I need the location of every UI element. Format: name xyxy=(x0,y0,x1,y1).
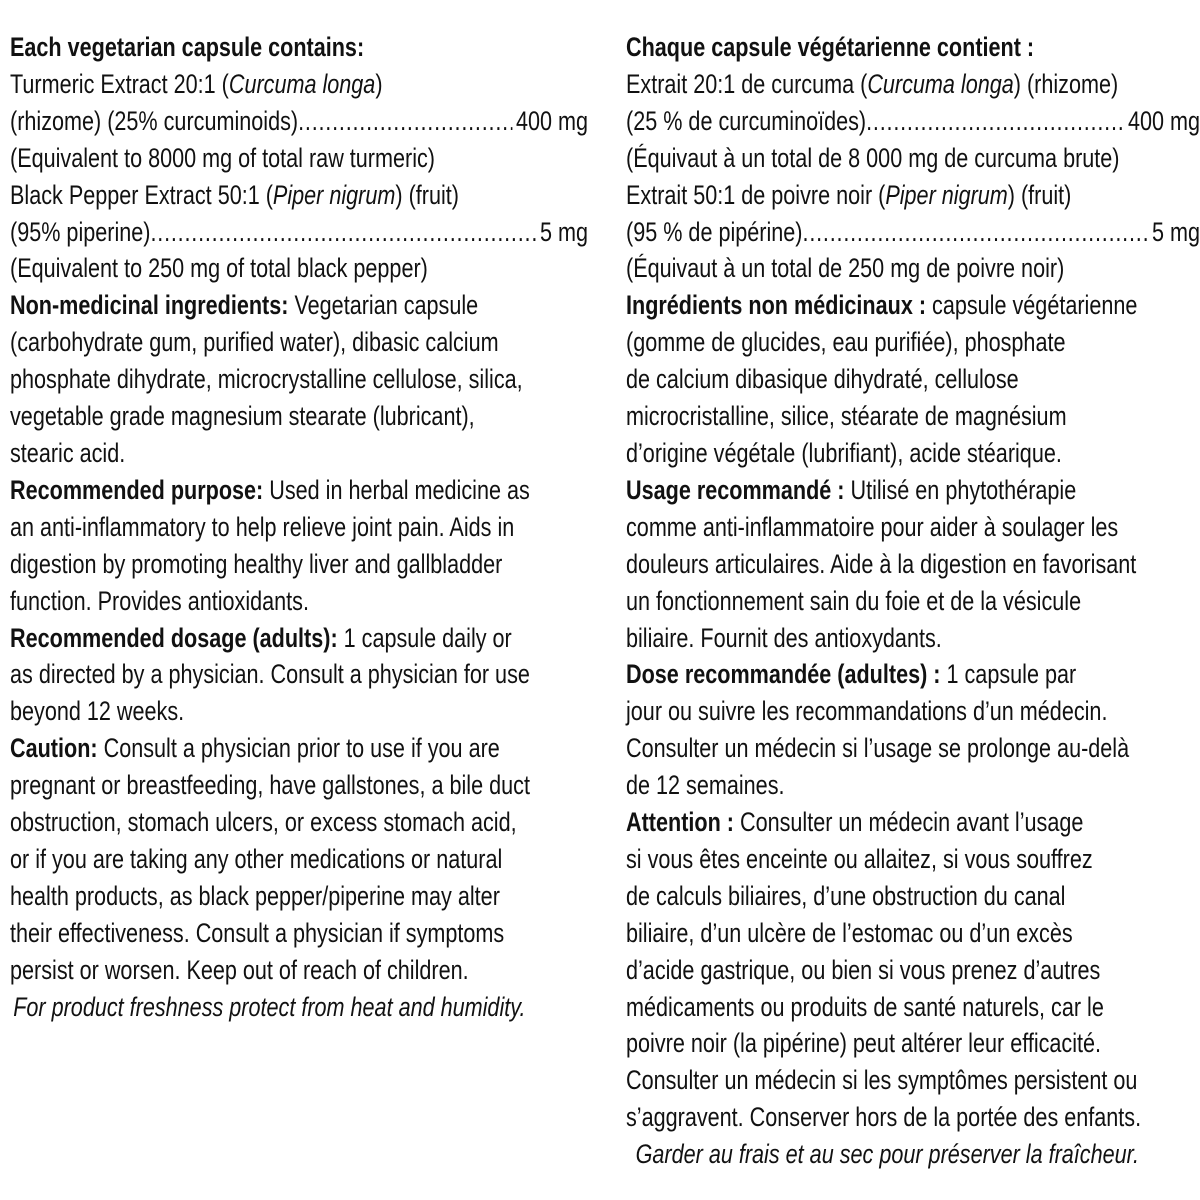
purpose-text: un fonctionnement sain du foie et de la vésicule xyxy=(626,585,1082,616)
turmeric-equivalent: (Equivalent to 8000 mg of total raw turmeric) xyxy=(10,142,435,173)
pepper-equivalent: (Équivaut à un total de 250 mg de poivre noir) xyxy=(626,253,1065,284)
caution-label: Attention : xyxy=(626,807,734,838)
caution-text: their effectiveness. Consult a physician if symptoms xyxy=(10,917,505,948)
dot-leader xyxy=(866,103,1125,140)
contains-heading: Chaque capsule végétarienne contient : xyxy=(626,32,1035,62)
text-line: capsule végétarienne xyxy=(926,290,1138,321)
purpose-line xyxy=(10,472,588,509)
turmeric-ingredient-line xyxy=(10,66,588,103)
pepper-ingredient-line xyxy=(626,177,1200,214)
dot-leader xyxy=(298,103,513,140)
pepper-amount-row xyxy=(626,214,1200,251)
caution-text: poivre noir (la pipérine) peut altérer leur efficacité. xyxy=(626,1028,1102,1059)
purpose-text: digestion by promoting healthy liver and gallbladder xyxy=(10,548,503,579)
pepper-name-close: ) (fruit) xyxy=(1007,179,1072,210)
non-medicinal-line xyxy=(10,287,588,324)
dosage-text: jour ou suivre les recommandations d’un médecin. xyxy=(626,696,1108,727)
turmeric-amount-row xyxy=(10,103,588,140)
turmeric-standardization: (rhizome) (25% curcuminoids) xyxy=(10,105,299,136)
text-line: 1 capsule par xyxy=(940,659,1077,690)
caution-label: Caution: xyxy=(10,733,98,764)
turmeric-name: Turmeric Extract 20:1 ( xyxy=(10,68,229,99)
dosage-label: Recommended dosage (adults): xyxy=(10,622,338,653)
pepper-standardization: (95 % de pipérine) xyxy=(626,216,803,247)
purpose-text: function. Provides antioxidants. xyxy=(10,585,309,616)
pepper-name: Black Pepper Extract 50:1 ( xyxy=(10,179,273,210)
dot-leader xyxy=(150,214,536,251)
caution-text: biliaire, d’un ulcère de l’estomac ou d’un excès xyxy=(626,917,1073,948)
pepper-standardization: (95% piperine) xyxy=(10,216,151,247)
english-label-column xyxy=(10,29,588,1025)
pepper-name-close: ) (fruit) xyxy=(395,179,459,210)
non-medicinal-text: phosphate dihydrate, microcrystalline cellulose, silica, xyxy=(10,364,523,395)
pepper-amount: 5 mg xyxy=(1151,216,1200,247)
caution-text: de calculs biliaires, d’une obstruction du canal xyxy=(626,880,1066,911)
caution-text: médicaments ou produits de santé naturels, car le xyxy=(626,991,1104,1022)
purpose-text: douleurs articulaires. Aide à la digestion en favorisant xyxy=(626,548,1137,579)
purpose-label: Usage recommandé : xyxy=(626,474,845,505)
freshness-note: Garder au frais et au sec pour préserver la fraîcheur. xyxy=(635,1139,1140,1170)
caution-text: si vous êtes enceinte ou allaitez, si vous souffrez xyxy=(626,843,1093,874)
caution-text: Consulter un médecin si les symptômes persistent ou xyxy=(626,1065,1138,1096)
turmeric-amount: 400 mg xyxy=(1127,105,1200,136)
pepper-amount: 5 mg xyxy=(539,216,588,247)
turmeric-amount-row xyxy=(626,103,1200,140)
non-medicinal-text: microcristalline, silice, stéarate de magnésium xyxy=(626,401,1067,432)
non-medicinal-text: (gomme de glucides, eau purifiée), phosphate xyxy=(626,327,1066,358)
turmeric-name-close: ) xyxy=(375,68,383,99)
dosage-text: de 12 semaines. xyxy=(626,770,785,801)
purpose-text: biliaire. Fournit des antioxydants. xyxy=(626,622,942,653)
text-line: Utilisé en phytothérapie xyxy=(844,474,1077,505)
dosage-text: as directed by a physician. Consult a physician for use xyxy=(10,659,530,690)
text-line: Consulter un médecin avant l’usage xyxy=(733,807,1084,838)
freshness-note: For product freshness protect from heat and humidity. xyxy=(13,991,526,1022)
caution-text: persist or worsen. Keep out of reach of children. xyxy=(10,954,469,985)
text-line: 1 capsule daily or xyxy=(337,622,512,653)
turmeric-latin-name: Curcuma longa xyxy=(867,68,1014,99)
caution-text: or if you are taking any other medications or natural xyxy=(10,843,503,874)
dosage-text: beyond 12 weeks. xyxy=(10,696,185,727)
dosage-line xyxy=(626,656,1200,693)
non-medicinal-text: stearic acid. xyxy=(10,437,126,468)
non-medicinal-label: Ingrédients non médicinaux : xyxy=(626,290,927,321)
french-label-column xyxy=(626,29,1200,1173)
non-medicinal-text: (carbohydrate gum, purified water), dibasic calcium xyxy=(10,327,499,358)
dosage-text: Consulter un médecin si l’usage se prolonge au-delà xyxy=(626,733,1130,764)
pepper-latin-name: Piper nigrum xyxy=(885,179,1008,210)
purpose-label: Recommended purpose: xyxy=(10,474,264,505)
caution-text: pregnant or breastfeeding, have gallstones, a bile duct xyxy=(10,770,530,801)
caution-text: health products, as black pepper/piperine may alter xyxy=(10,880,500,911)
caution-text: obstruction, stomach ulcers, or excess stomach acid, xyxy=(10,807,517,838)
turmeric-standardization: (25 % de curcuminoïdes) xyxy=(626,105,867,136)
caution-text: d’acide gastrique, ou bien si vous prenez d’autres xyxy=(626,954,1101,985)
purpose-text: an anti-inflammatory to help relieve joint pain. Aids in xyxy=(10,511,515,542)
turmeric-equivalent: (Équivaut à un total de 8 000 mg de curcuma brute) xyxy=(626,142,1120,173)
turmeric-amount: 400 mg xyxy=(515,105,588,136)
pepper-latin-name: Piper nigrum xyxy=(272,179,396,210)
non-medicinal-text: de calcium dibasique dihydraté, cellulose xyxy=(626,364,1019,395)
non-medicinal-text: vegetable grade magnesium stearate (lubricant), xyxy=(10,401,475,432)
pepper-equivalent: (Equivalent to 250 mg of total black pepper) xyxy=(10,253,428,284)
text-line: Vegetarian capsule xyxy=(288,290,479,321)
non-medicinal-label: Non-medicinal ingredients: xyxy=(10,290,289,321)
pepper-amount-row xyxy=(10,214,588,251)
text-line: Consult a physician prior to use if you are xyxy=(97,733,500,764)
turmeric-latin-name: Curcuma longa xyxy=(228,68,376,99)
non-medicinal-line xyxy=(626,287,1200,324)
pepper-name: Extrait 50:1 de poivre noir ( xyxy=(626,179,886,210)
purpose-text: comme anti-inflammatoire pour aider à soulager les xyxy=(626,511,1119,542)
turmeric-name-close: ) (rhizome) xyxy=(1013,68,1119,99)
dosage-label: Dose recommandée (adultes) : xyxy=(626,659,941,690)
turmeric-name: Extrait 20:1 de curcuma ( xyxy=(626,68,868,99)
caution-line xyxy=(626,804,1200,841)
caution-line xyxy=(10,730,588,767)
turmeric-ingredient-line xyxy=(626,66,1200,103)
dosage-line xyxy=(10,620,588,657)
contains-heading: Each vegetarian capsule contains: xyxy=(10,32,365,62)
pepper-ingredient-line xyxy=(10,177,588,214)
caution-text: s’aggravent. Conserver hors de la portée des enfants. xyxy=(626,1102,1142,1133)
text-line: Used in herbal medicine as xyxy=(263,474,530,505)
purpose-line xyxy=(626,472,1200,509)
dot-leader xyxy=(803,214,1149,251)
non-medicinal-text: d’origine végétale (lubrifiant), acide stéarique. xyxy=(626,437,1062,468)
